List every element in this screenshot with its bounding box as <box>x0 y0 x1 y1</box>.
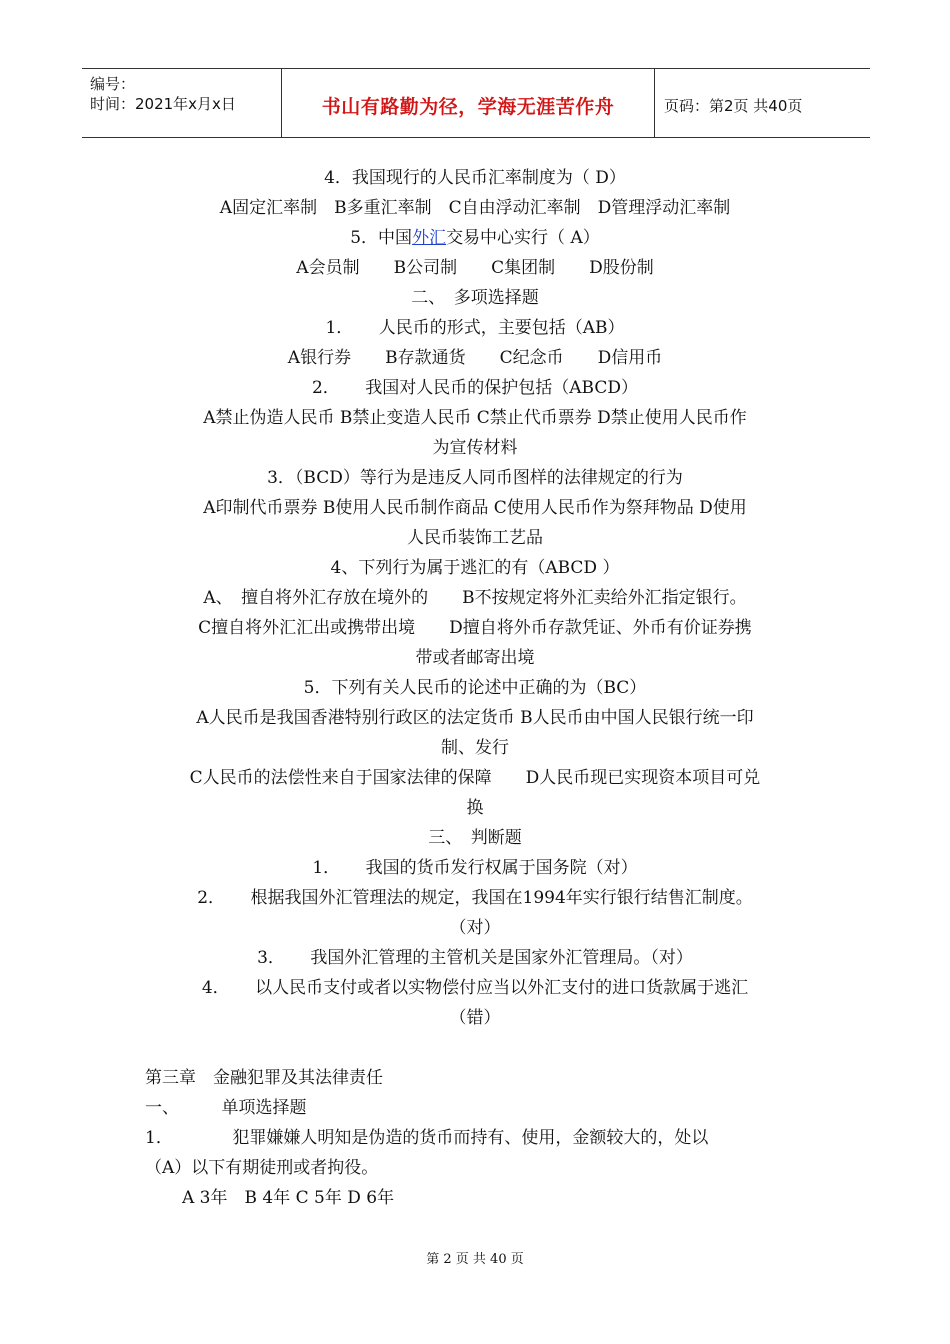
judgment-line: 3． 我国外汇管理的主管机关是国家外汇管理局。（对） <box>257 948 693 968</box>
page-footer: 第 2 页 共 40 页 <box>426 1252 524 1267</box>
options-line: C擅自将外汇汇出或携带出境 D擅自将外币存款凭证、外币有价证券携 <box>198 618 752 638</box>
question-line: 5．下列有关人民币的论述中正确的为（BC） <box>303 678 647 698</box>
judgment-line: 4． 以人民币支付或者以实物偿付应当以外汇支付的进口货款属于逃汇 <box>201 978 749 998</box>
judgment-line: （对） <box>449 918 501 938</box>
options-line: 带或者邮寄出境 <box>415 648 535 668</box>
options-line: A银行券 B存款通货 C纪念币 D信用币 <box>287 348 663 368</box>
question-line: 3．（BCD）等行为是违反人同币图样的法律规定的行为 <box>267 468 683 488</box>
section-heading: 二、 多项选择题 <box>411 288 539 308</box>
chapter-heading: 第三章 金融犯罪及其法律责任 <box>145 1068 383 1088</box>
options-line: A 3年 B 4年 C 5年 D 6年 <box>182 1188 395 1208</box>
time-label: 时间：2021年x月x日 <box>90 95 236 113</box>
options-line: 换 <box>466 798 484 818</box>
question-text: 交易中心实行（ A） <box>446 228 600 248</box>
judgment-line: 1． 我国的货币发行权属于国务院（对） <box>312 858 638 878</box>
motto: 书山有路勤为径，学海无涯苦作舟 <box>321 96 615 118</box>
options-line: A印制代币票券 B使用人民币制作商品 C使用人民币作为祭拜物品 D使用 <box>203 498 747 518</box>
page-header <box>82 68 870 138</box>
header-info-cell <box>82 69 280 137</box>
options-line: A固定汇率制 B多重汇率制 C自由浮动汇率制 D管理浮动汇率制 <box>219 198 731 218</box>
page-label: 页码：第2页 共40页 <box>664 97 803 115</box>
question-line: 4．我国现行的人民币汇率制度为（ D） <box>324 168 626 188</box>
header-page-cell <box>654 69 870 137</box>
options-line: A禁止伪造人民币 B禁止变造人民币 C禁止代币票券 D禁止使用人民币作 <box>203 408 747 428</box>
question-line: （A）以下有期徒刑或者拘役。 <box>145 1158 379 1178</box>
header-motto-cell <box>281 69 655 137</box>
section-heading: 一、 单项选择题 <box>145 1098 307 1118</box>
options-line: A人民币是我国香港特别行政区的法定货币 B人民币由中国人民银行统一印 <box>196 708 754 728</box>
question-line: 2． 我国对人民币的保护包括（ABCD） <box>311 378 639 398</box>
question-line: 1． 犯罪嫌嫌人明知是伪造的货币而持有、使用，金额较大的，处以 <box>145 1128 709 1148</box>
question-line: 1． 人民币的形式，主要包括（AB） <box>325 318 625 338</box>
judgment-line: （错） <box>449 1008 501 1028</box>
options-line: A会员制 B公司制 C集团制 D股份制 <box>296 258 654 278</box>
forex-link[interactable]: 外汇 <box>412 228 447 248</box>
section-heading: 三、 判断题 <box>428 828 522 848</box>
judgment-line: 2． 根据我国外汇管理法的规定，我国在1994年实行银行结售汇制度。 <box>197 888 753 908</box>
question-text: 5．中国 <box>350 228 413 248</box>
options-line: A、 擅自将外汇存放在境外的 B不按规定将外汇卖给外汇指定银行。 <box>203 588 747 608</box>
options-line: 为宣传材料 <box>432 438 518 458</box>
question-line: 4、下列行为属于逃汇的有（ABCD ） <box>330 558 620 578</box>
question-line <box>150 228 800 248</box>
options-line: 制、发行 <box>441 738 509 758</box>
options-line: 人民币装饰工艺品 <box>407 528 543 548</box>
options-line: C人民币的法偿性来自于国家法律的保障 D人民币现已实现资本项目可兑 <box>189 768 761 788</box>
number-label: 编号： <box>90 75 136 93</box>
